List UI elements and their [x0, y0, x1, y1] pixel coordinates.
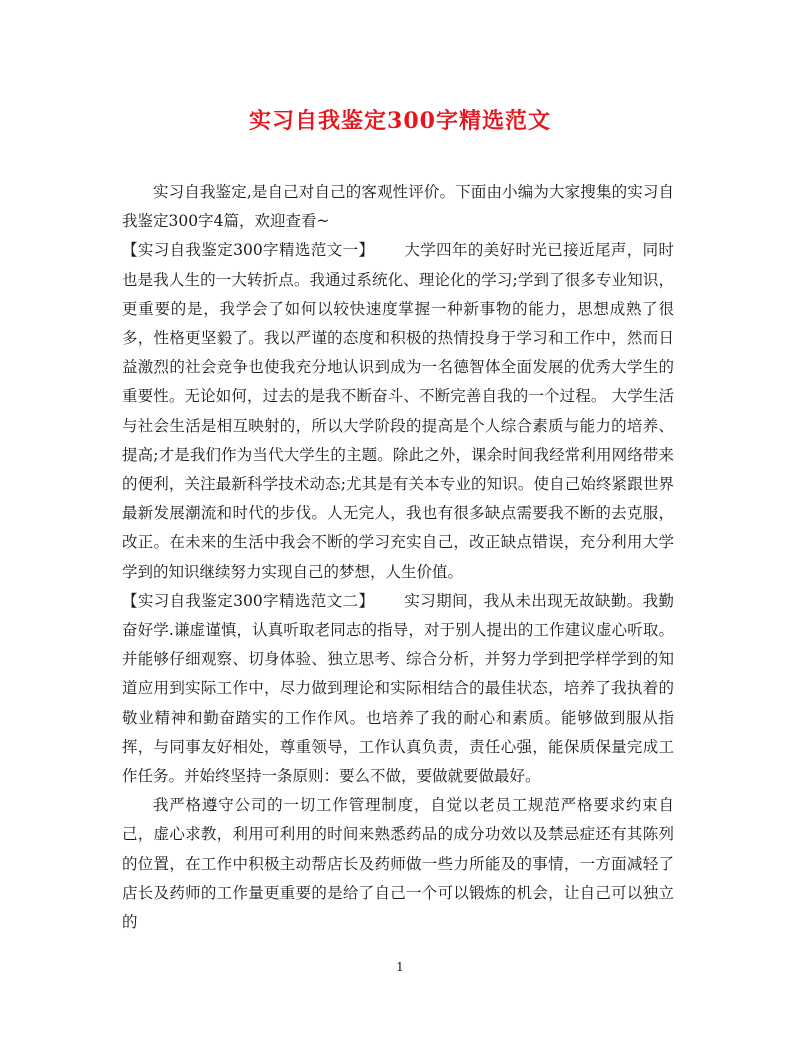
- section-paragraph-2: [122, 587, 674, 791]
- intro-paragraph: 实习自我鉴定,是自己对自己的客观性评价。下面由小编为大家搜集的实习自我鉴定300字4篇，欢迎查看~: [122, 183, 674, 231]
- section-heading-1: 【实习自我鉴定300字精选范文一】: [122, 241, 375, 260]
- section-body-2: 实习期间，我从未出现无故缺勤。我勤奋好学.谦虚谨慎，认真听取老同志的指导，对于别人提出的工作建议虚心听取。并能够仔细观察、切身体验、独立思考、综合分析，并努力学到把学样学到的知道应用到实际工作中，尽力做到理论和实际相结合的最佳状态，培养了我执着的敬业精神和勤奋踏实的工作作风。也培养了我的耐心和素质。能够做到服从指挥，与同事友好相处，尊重领导，工作认真负责，责任心强，能保质保量完成工作任务。并始终坚持一条原则：要么不做，要做就要做最好。: [122, 591, 674, 786]
- document-body: [122, 178, 674, 937]
- page-number: 1: [396, 960, 404, 974]
- section-body-1: 大学四年的美好时光已接近尾声，同时也是我人生的一大转折点。我通过系统化、理论化的学习;学到了很多专业知识，更重要的是，我学会了如何以较快速度掌握一种新事物的能力，思想成熟了很多，性格更坚毅了。我以严谨的态度和积极的热情投身于学习和工作中，然而日益激烈的社会竞争也使我充分地认识到成为一名德智体全面发展的优秀大学生的重要性。无论如何，过去的是我不断奋斗、不断完善自我的一个过程。 大学生活与社会生活是相互映射的，所以大学阶段的提高是个人综合素质与能力的培养、提高;才是我们作为当代大学生的主题。除此之外，课余时间我经常利用网络带来的便利，关注最新科学技术动态;尤其是有关本专业的知识。使自己始终紧跟世界最新发展潮流和时代的步伐。人无完人，我也有很多缺点需要我不断的去克服，改正。在未来的生活中我会不断的学习充实自己，改正缺点错误，充分利用大学学到的知识继续努力实现自己的梦想，人生价值。: [122, 241, 674, 581]
- document-title: 实习自我鉴定300字精选范文: [249, 108, 551, 134]
- closing-paragraph: 我严格遵守公司的一切工作管理制度，自觉以老员工规范严格要求约束自己，虚心求教，利用可利用的时间来熟悉药品的成分功效以及禁忌症还有其陈列的位置，在工作中积极主动帮店长及药师做一些力所能及的事情，一方面减轻了店长及药师的工作量更重要的是给了自己一个可以锻炼的机会，让自己可以独立的: [122, 796, 674, 932]
- section-heading-2: 【实习自我鉴定300字精选范文二】: [122, 591, 375, 610]
- section-paragraph-1: [122, 236, 674, 586]
